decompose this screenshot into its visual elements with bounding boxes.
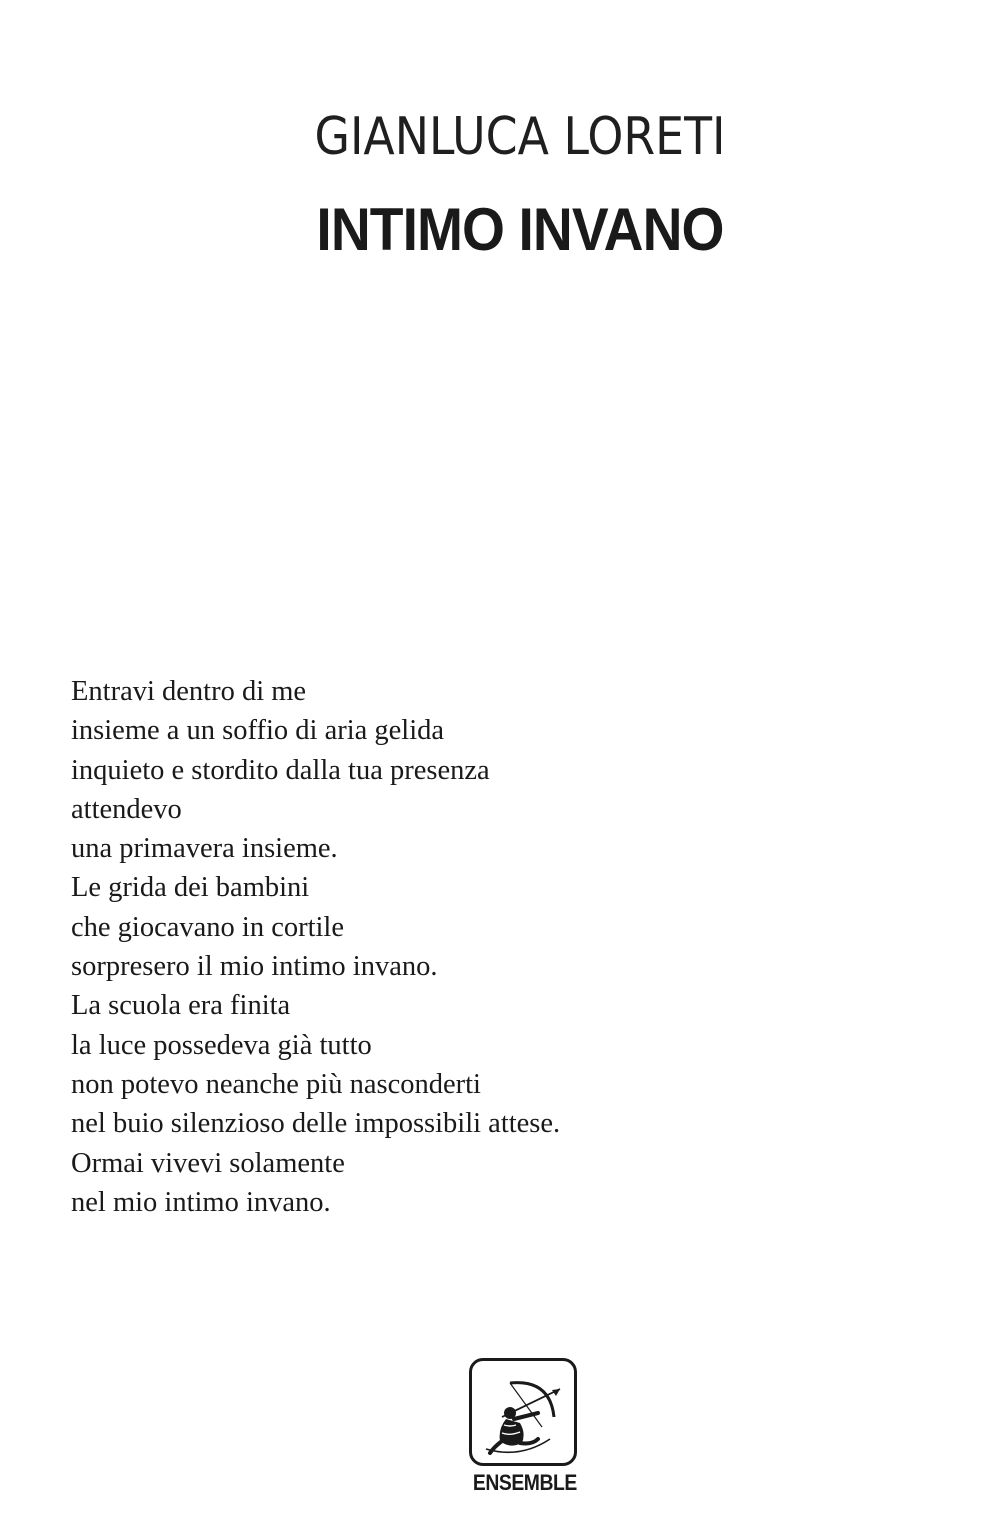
book-title: INTIMO INVANO xyxy=(316,196,724,263)
poem-text xyxy=(71,672,560,1222)
poem-line: una primavera insieme. xyxy=(71,833,338,865)
poem-line: insieme a un soffio di aria gelida xyxy=(71,715,445,747)
poem-line: la luce possedeva già tutto xyxy=(71,1029,372,1061)
poem-line: sorpresero il mio intimo invano. xyxy=(71,951,438,983)
poem-line: Ormai vivevi solamente xyxy=(71,1147,345,1179)
poem-line: Entravi dentro di me xyxy=(71,676,307,707)
poem-line: La scuola era finita xyxy=(71,990,291,1022)
archer-icon xyxy=(480,1369,566,1455)
publisher-name: ENSEMBLE xyxy=(472,1470,577,1495)
poem-line: non potevo neanche più nasconderti xyxy=(71,1068,481,1100)
poem-line: nel buio silenzioso delle impossibili attese. xyxy=(71,1108,561,1140)
poem-line: Le grida dei bambini xyxy=(71,872,310,904)
publisher-mark xyxy=(466,1358,580,1496)
poem-line: attendevo xyxy=(71,793,182,825)
poem-line: che giocavano in cortile xyxy=(71,911,345,943)
poem-line: nel mio intimo invano. xyxy=(71,1186,331,1218)
author-name: GIANLUCA LORETI xyxy=(314,107,726,167)
poem-line: inquieto e stordito dalla tua presenza xyxy=(71,754,490,786)
publisher-logo xyxy=(469,1358,577,1466)
